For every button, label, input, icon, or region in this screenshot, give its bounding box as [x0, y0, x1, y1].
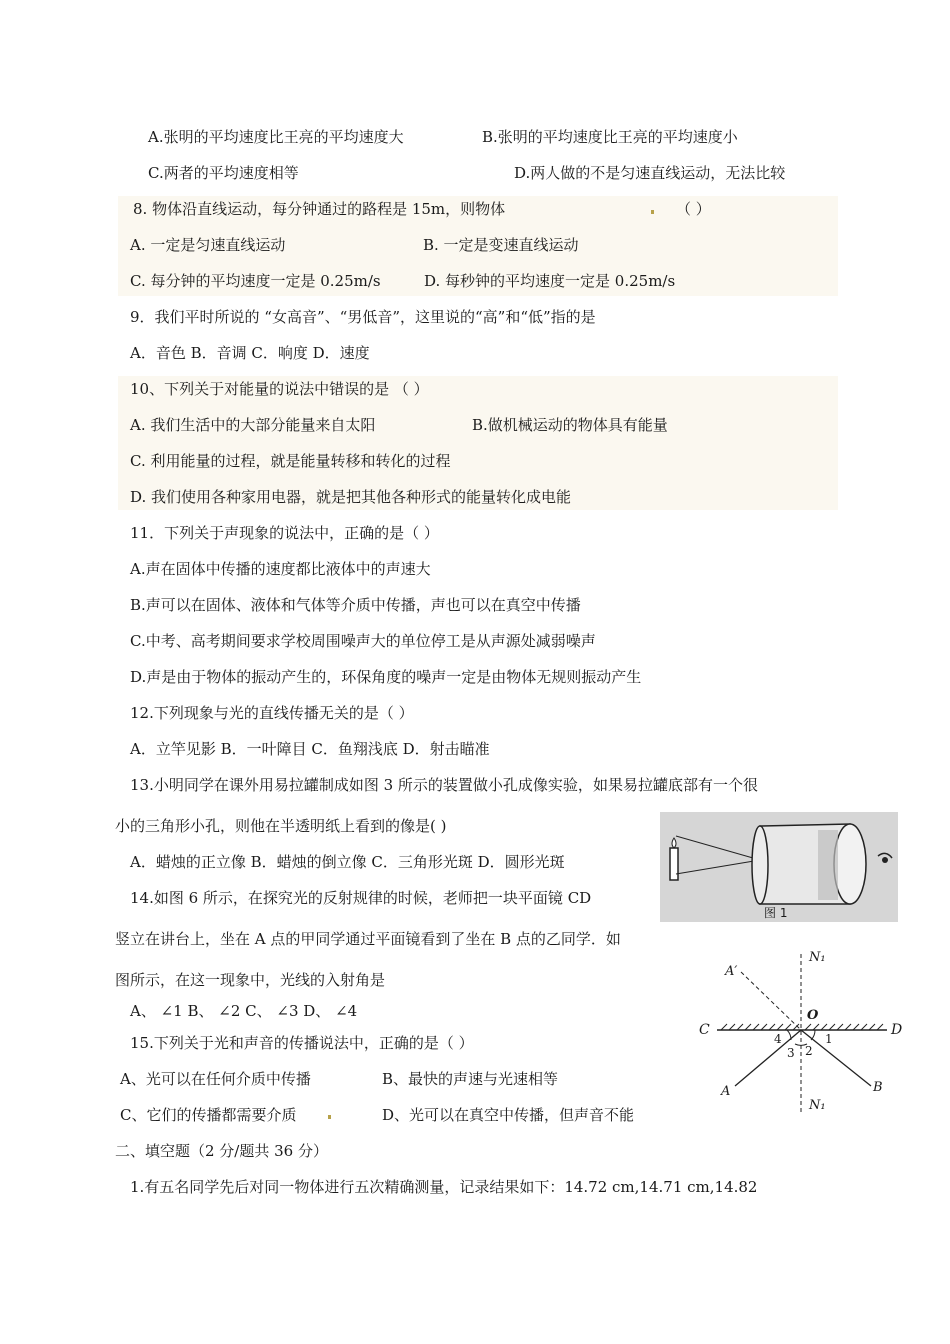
label-c: C [699, 1022, 710, 1038]
q15-stem: 15.下列关于光和声音的传播说法中，正确的是（ ） [130, 1034, 474, 1052]
label-b: B [873, 1080, 883, 1095]
reflection-figure [695, 946, 910, 1121]
label-a: A [721, 1084, 731, 1099]
q10-option-a: A. 我们生活中的大部分能量来自太阳 [130, 416, 376, 434]
q11-option-d: D.声是由于物体的振动产生的，环保角度的噪声一定是由物体无规则振动产生 [130, 668, 642, 686]
speck-mark [328, 1115, 331, 1119]
q10-option-c: C. 利用能量的过程，就是能量转移和转化的过程 [130, 452, 451, 470]
q15-option-b: B、最快的声速与光速相等 [382, 1070, 559, 1088]
q10-stem: 10、下列关于对能量的说法中错误的是 （ ） [130, 380, 429, 398]
q8-option-b: B. 一定是变速直线运动 [423, 236, 579, 254]
q11-stem: 11．下列关于声现象的说法中，正确的是（ ） [130, 524, 439, 542]
q10-option-b: B.做机械运动的物体具有能量 [472, 416, 668, 434]
q15-option-c: C、它们的传播都需要介质 [120, 1106, 297, 1124]
q8-stem: 8. 物体沿直线运动，每分钟通过的路程是 15m，则物体 [133, 200, 506, 218]
q11-option-a: A.声在固体中传播的速度都比液体中的声速大 [130, 560, 431, 578]
q14-stem-line3: 图所示，在这一现象中，光线的入射角是 [115, 971, 386, 989]
q13-stem-line2: 小的三角形小孔，则他在半透明纸上看到的像是( ) [115, 817, 447, 835]
q7-option-c: C.两者的平均速度相等 [148, 164, 299, 182]
label-d: D [891, 1022, 903, 1038]
q7-option-b: B.张明的平均速度比王亮的平均速度小 [482, 128, 738, 146]
q8-option-d: D. 每秒钟的平均速度一定是 0.25m/s [424, 272, 676, 290]
q11-option-c: C.中考、高考期间要求学校周围噪声大的单位停工是从声源处减弱噪声 [130, 632, 596, 650]
q14-stem-line1: 14.如图 6 所示，在探究光的反射规律的时候，老师把一块平面镜 CD [130, 889, 592, 907]
q13-options: A．蜡烛的正立像 B．蜡烛的倒立像 C．三角形光斑 D．圆形光斑 [130, 853, 565, 871]
pinhole-camera-figure [660, 812, 898, 922]
q9-stem: 9．我们平时所说的 “女高音”、“男低音”，这里说的“高”和“低”指的是 [130, 308, 596, 326]
q8-answer-paren: （ ） [676, 200, 711, 218]
figure-caption: 图 1 [764, 906, 788, 920]
q11-option-b: B.声可以在固体、液体和气体等介质中传播，声也可以在真空中传播 [130, 596, 581, 614]
q15-option-a: A、光可以在任何介质中传播 [120, 1070, 311, 1088]
q9-options: A．音色 B．音调 C．响度 D．速度 [130, 344, 370, 362]
label-angle-4: 4 [774, 1032, 782, 1046]
fill-q1: 1.有五名同学先后对同一物体进行五次精确测量，记录结果如下：14.72 cm,14.71 cm,14.82 [130, 1178, 758, 1196]
q7-option-d: D.两人做的不是匀速直线运动，无法比较 [514, 164, 786, 182]
q12-stem: 12.下列现象与光的直线传播无关的是（ ） [130, 704, 414, 722]
q7-option-a: A.张明的平均速度比王亮的平均速度大 [148, 128, 404, 146]
label-n1-top: N₁ [809, 950, 826, 965]
q8-option-a: A. 一定是匀速直线运动 [130, 236, 286, 254]
q14-stem-line2: 竖立在讲台上，坐在 A 点的甲同学通过平面镜看到了坐在 B 点的乙同学．如 [115, 930, 621, 948]
section-title: 二、填空题（2 分/题共 36 分） [115, 1142, 328, 1160]
label-a-prime: A′ [725, 964, 738, 979]
q13-stem-line1: 13.小明同学在课外用易拉罐制成如图 3 所示的装置做小孔成像实验，如果易拉罐底部有一个很 [130, 776, 758, 794]
label-angle-2: 2 [805, 1044, 813, 1058]
label-angle-3: 3 [787, 1046, 795, 1060]
q8-option-c: C. 每分钟的平均速度一定是 0.25m/s [130, 272, 381, 290]
label-angle-1: 1 [825, 1032, 833, 1046]
q14-options: A、 ∠1 B、 ∠2 C、 ∠3 D、 ∠4 [130, 1002, 358, 1020]
q15-option-d: D、光可以在真空中传播，但声音不能 [382, 1106, 635, 1124]
q10-option-d: D. 我们使用各种家用电器，就是把其他各种形式的能量转化成电能 [130, 488, 572, 506]
label-n1-bottom: N₁ [809, 1098, 826, 1113]
speck-mark [651, 210, 654, 214]
q12-options: A．立竿见影 B．一叶障目 C．鱼翔浅底 D．射击瞄准 [130, 740, 490, 758]
label-o: O [807, 1008, 819, 1023]
